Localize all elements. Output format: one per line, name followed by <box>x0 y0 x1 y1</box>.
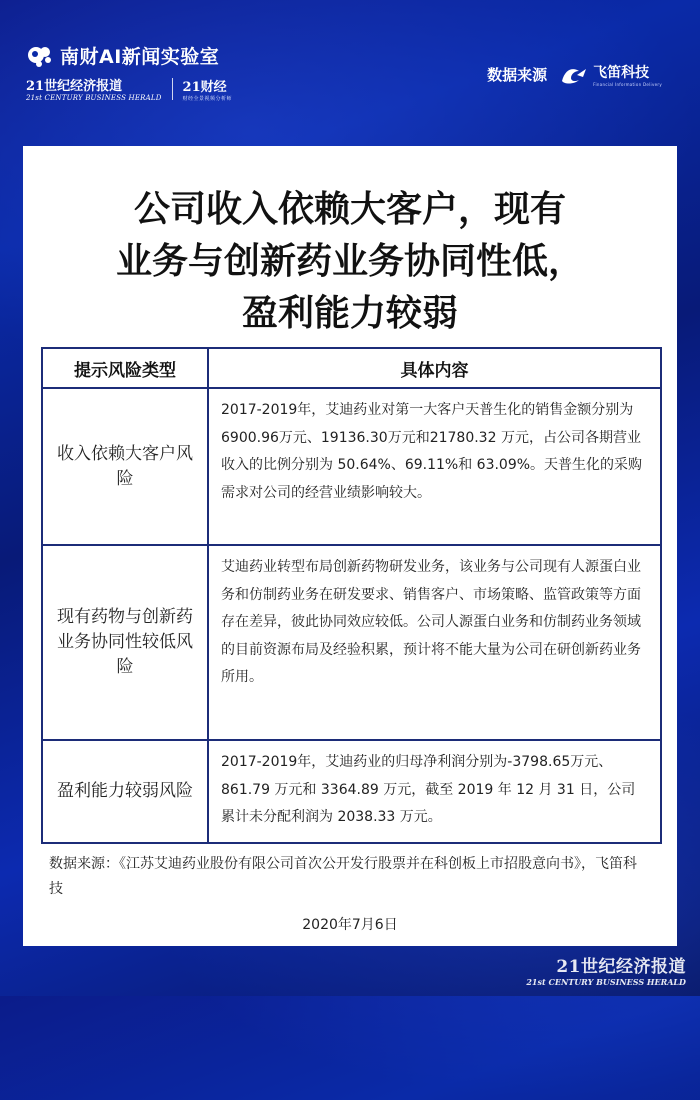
feidi-logo-icon <box>559 65 589 85</box>
page-title <box>23 184 677 340</box>
publisher-brand <box>26 42 232 102</box>
risk-content-cell: 2017-2019年，艾迪药业对第一大客户天普生化的销售金额分别为6900.96万元、19136.30万元和21780.32 万元，占公司各期营业收入的比例分别为 50.64%、69.11%和 63.09%。天普生化的采购需求对公司的经营业绩影响较大。 <box>208 388 661 545</box>
column-header-risk-type: 提示风险类型 <box>42 348 208 388</box>
sub-publication-tagline: 财经全景视频分析师 <box>182 95 233 102</box>
source-brand-tagline: Financial Information Delivery <box>593 82 662 87</box>
table-row <box>42 388 661 545</box>
risk-type-cell: 盈利能力较弱风险 <box>42 740 208 843</box>
watermark-en: 21st CENTURY BUSINESS HERALD <box>526 977 686 987</box>
table-header-row <box>42 348 661 388</box>
table-row <box>42 545 661 740</box>
risk-type-cell: 现有药物与创新药业务协同性较低风险 <box>42 545 208 740</box>
risk-type-cell: 收入依赖大客户风险 <box>42 388 208 545</box>
risk-content-cell: 2017-2019年，艾迪药业的归母净利润分别为-3798.65万元、861.79 万元和 3364.89 万元，截至 2019 年 12 月 31 日，公司累计未分配利润为 2038.33 万元。 <box>208 740 661 843</box>
source-label: 数据来源 <box>487 66 548 84</box>
source-footnote: 数据来源：《江苏艾迪药业股份有限公司首次公开发行股票并在科创板上市招股意向书》，飞笛科技 <box>49 856 637 897</box>
content-card <box>23 146 677 946</box>
publish-date: 2020年7月6日 <box>302 917 398 933</box>
publication-name-en: 21st CENTURY BUSINESS HERALD <box>26 94 162 102</box>
table-row <box>42 740 661 843</box>
page-header <box>0 0 700 140</box>
ai-lab-name: 南财AI新闻实验室 <box>60 46 220 68</box>
title-line: 公司收入依赖大客户，现有 <box>133 189 566 231</box>
column-header-content: 具体内容 <box>208 348 661 388</box>
publication-name: 21世纪经济报道 <box>26 79 123 94</box>
source-brand-logo <box>559 62 662 87</box>
risk-content-cell: 艾迪药业转型布局创新药物研发业务，该业务与公司现有人源蛋白业务和仿制药业务在研发要求、销售客户、市场策略、监管政策等方面存在差异，彼此协同效应较低。公司人源蛋白业务和仿制药业务领域的目前资源布局及经验积累，预计将不能大量为公司在研创新药业务所用。 <box>208 545 661 740</box>
divider <box>172 78 173 100</box>
watermark-cn: 21世纪经济报道 <box>556 957 686 977</box>
publication-watermark <box>526 952 686 987</box>
data-source-credit <box>487 62 662 87</box>
title-line: 盈利能力较弱 <box>241 293 458 335</box>
ai-lab-logo-icon <box>26 43 54 69</box>
source-brand-name: 飞笛科技 <box>593 65 650 81</box>
sub-publication-name: 21财经 <box>182 79 227 95</box>
title-line: 业务与创新药业务协同性低， <box>115 241 584 283</box>
risk-table <box>41 347 662 844</box>
